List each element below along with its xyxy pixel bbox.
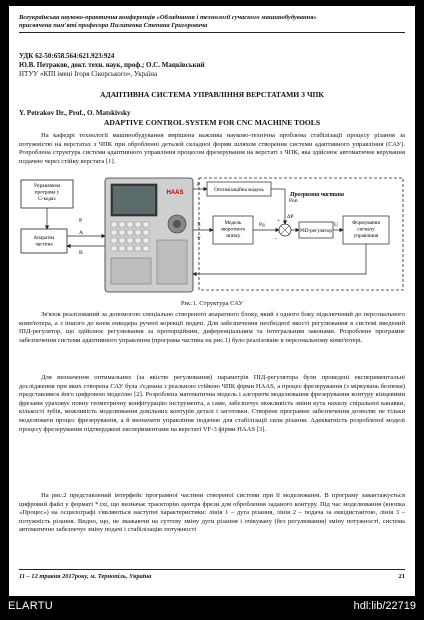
signal-former-label: Формування сигналу управління — [352, 220, 380, 239]
paragraph-4: На рис.2 представлений інтерфейс програмної частини створеної системи при її моделюванні. В програму завантажується цифровий файл у форматі *.txt, що визначає траєкторію центра фрези для оброблення заданого контуру. Під час моделювання (кнопка «Процес») на осцилографі з'являються наступні характеристики: лінія 1 – дуга різання, лінія 2 – подача за еквідистантою, лінія 3 – потужність різання. Видно, що, не зважаючи на суттєву зміну дуги різання і очікувану (без регулювання) зміну потужності, система автоматично забезпечує зміну подачі і стабілізацію потужності — [19, 492, 405, 534]
signal-pz-label: P — [197, 182, 200, 188]
signal-y-label: Y — [197, 236, 201, 242]
conference-footer: 11 – 12 травня 2017року, м. Тернопіль, Україна — [19, 573, 152, 580]
signal-p-label: P — [79, 218, 83, 224]
title-ua: АДАПТИВНА СИСТЕМА УПРАВЛІННЯ ВЕРСТАТАМИ З ЧПК — [100, 90, 324, 99]
signal-b-label: B — [79, 250, 83, 256]
signal-pd-label: Pд — [259, 222, 265, 228]
paragraph-1: На кафедрі технології машинобудування вирішена важлива науково-технічна проблема стабілізації процесу різання за потужністю на верстатах з ЧПК при обробленні деталей складної форми шляхом створення системи адаптивного управління (САУ). Розроблена структура системи адаптивного управління процесом фрезерування на верстаті з ЧПК, яка здійснює автоматичне керування подачею через стійку верстата [1]. — [19, 132, 405, 165]
software-part-label: Програмна частина — [290, 192, 344, 198]
footer-rule — [19, 569, 405, 570]
authors-en: Y. Petrakov Dr., Prof., O. Matskivsky — [19, 109, 131, 117]
udc-code: УДК 62-50:658.564:621.923:924 — [19, 52, 115, 60]
signal-dp-label: ΔP — [287, 214, 294, 220]
affiliation: НТУУ «КПІ імені Ігоря Сікорського», Україна — [19, 70, 158, 78]
paper-page — [9, 6, 415, 596]
conference-header-line-2: присвячена пам'яті професора Пилипенка Степана Григоровича — [19, 22, 208, 29]
optimization-model-label: Оптимізаційна модель — [214, 187, 264, 193]
cnc-brand-label: HAAS — [166, 190, 184, 196]
minus-sign: - — [275, 236, 277, 242]
signal-a-label: A — [79, 230, 84, 236]
control-program-label: Управляюча програма у G-кодах — [33, 183, 61, 202]
paragraph-2: Зв'язок реалізований за допомогою спеціально створеного апаратного блоку, який з одного боку підключений до персонального комп'ютера, а з іншого до кнем енкодера ручної корекції подачі. Для забезпечення необхідної якості регулювання в системі введений ПІД-регулятор, що здійснює регулювання за пропорційним, диференціальним та інтегральним законами. Розроблене програмне забезпечення системи адаптивного управління (програма частина на рис.1) було реалізоване в персональному комп'ютері. — [19, 311, 405, 344]
control-output-line — [193, 244, 366, 274]
signal-u-label: U — [334, 222, 338, 228]
plus-sign: + — [277, 218, 281, 224]
signal-x-label: X — [197, 222, 201, 228]
figure-caption: Рис.1. Структура САУ — [180, 300, 244, 307]
conference-header-line-1: Всеукраїнська науково-практична конференція «Обладнання і технології сучасного машинобудування» — [19, 14, 317, 21]
signal-po-label: Pоп — [289, 198, 298, 204]
pid-regulator-label: PID-регулятор — [300, 228, 332, 234]
feedback-model-label: Модель зворотного зв'язку — [220, 220, 246, 239]
watermark-right: hdl:lib/22719 — [353, 600, 416, 612]
hardware-unit-label: Апаратна частина — [33, 235, 55, 248]
header-rule — [19, 32, 405, 33]
structure-diagram — [17, 174, 407, 296]
conference-header — [19, 14, 405, 30]
cnc-screen-display — [113, 186, 155, 214]
title-en: ADAPTIVE CONTROL SYSTEM FOR CNC MACHINE TOOLS — [103, 118, 321, 127]
watermark-left: ELARTU — [8, 600, 53, 612]
authors-ua: Ю.В. Петраков, докт. техн. наук, проф.; О.С. Мацківський — [19, 61, 205, 69]
page-number: 21 — [398, 573, 405, 580]
cnc-jog-knob — [173, 220, 181, 228]
paragraph-3: Для визначення оптимальних (за якістю регулювання) параметрів ПІД-регулятора були проведені експериментальні дослідження при яких створена САУ була з'єднана з реальною стійкою ЧПК фірми HAAS, а процес фрезерування (з міркувань безпеки) представлявся його цифровою моделлю [2]. Розроблена математична модель і алгоритм моделювання фрезерування контуру кінцевими фрезами ураховує повну геометричну конфігурацію інструмента, а саме, забезпечує можливість зміни кута нахилу спіральної канавки, кількості зубів, можливість моделювання довільних контурів деталі і заготовки. Створене програмне забезпечення дозволяє не тільки моделювати процес фрезерування, а й визначати управління подачею для стабілізації сили різання. Адекватність розробленої моделі процесу фрезерування підтверджені експериментами на верстаті VF-3 фірми HAAS [3]. — [19, 374, 405, 433]
